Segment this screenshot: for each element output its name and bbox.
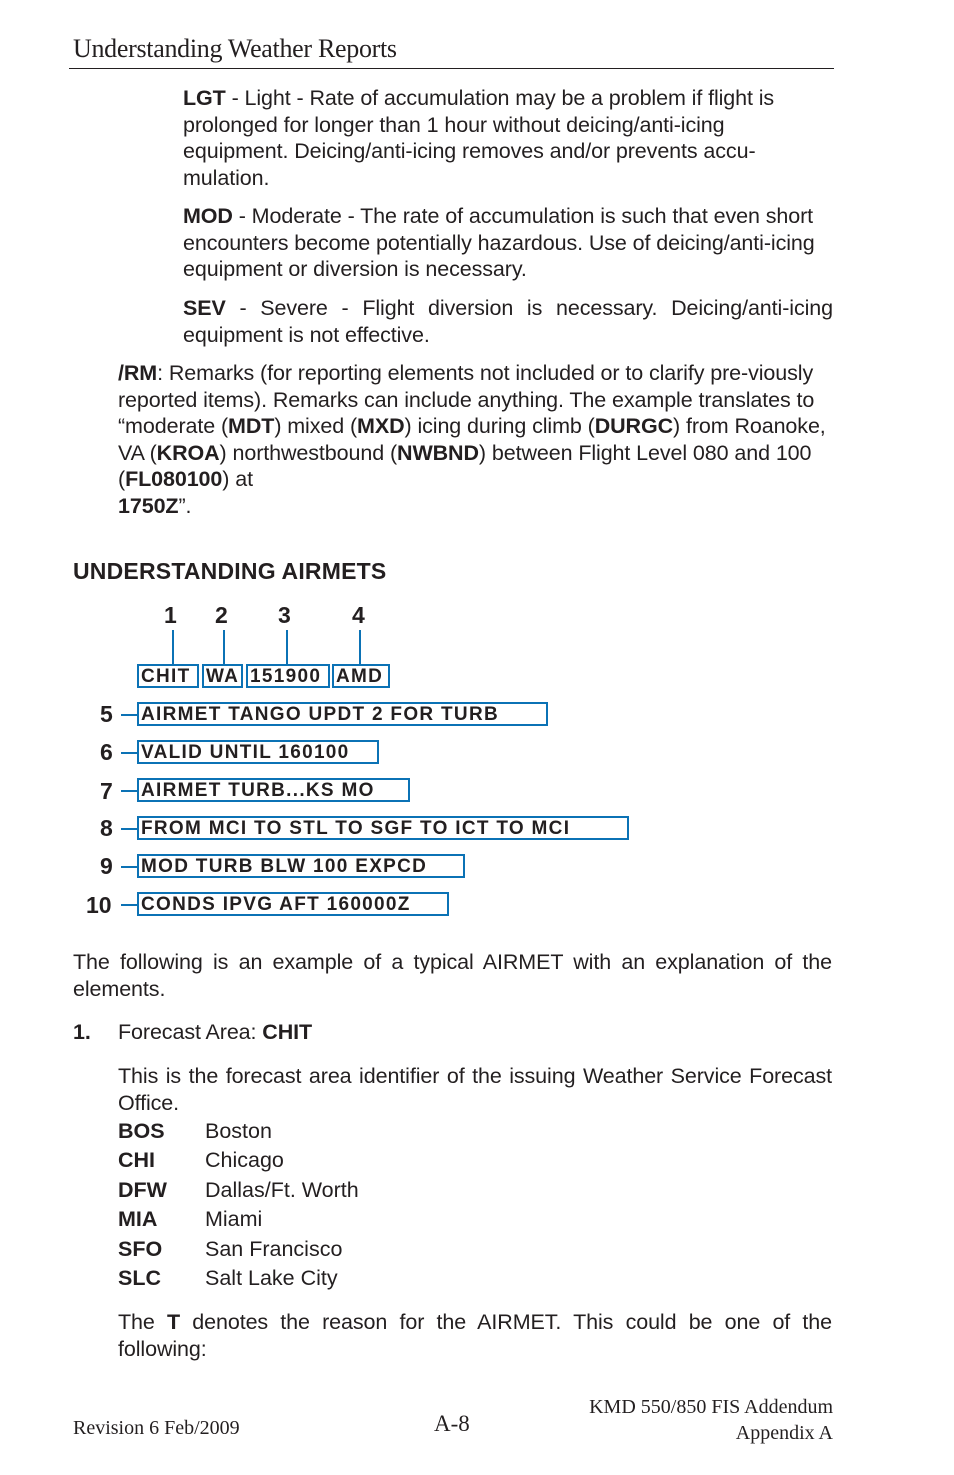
remarks-text: ) icing during climb ( [404, 414, 595, 438]
item-1-description: This is the forecast area identifier of the issuing Weather Service Forecast Office. [118, 1064, 832, 1115]
footer-revision: Revision 6 Feb/2009 [73, 1417, 240, 1439]
icing-lgt-text: - Light - Rate of accumulation may be a problem if flight is prolonged for longer than 1 hour without deicing/anti-icing equipment. Deicing/anti-icing removes and/or prevents accu-mulation. [183, 86, 775, 190]
item-number: 1. [73, 1020, 91, 1044]
item-1-value: CHIT [262, 1020, 313, 1044]
remarks-bold: MDT [228, 414, 275, 438]
remarks-paragraph [118, 360, 830, 519]
callout-number-3: 3 [278, 602, 291, 628]
remarks-bold: MXD [357, 414, 405, 438]
footer-appendix: Appendix A [735, 1422, 833, 1444]
area-code: SFO [118, 1236, 163, 1261]
callout-leader-8 [121, 828, 137, 830]
remarks-text: ”. [178, 493, 192, 518]
page-header-title: Understanding Weather Reports [73, 34, 397, 63]
code-box-amd: AMD [332, 664, 390, 688]
list-item [118, 1205, 359, 1234]
icing-mod-paragraph [183, 203, 833, 283]
area-name: Chicago [205, 1148, 284, 1173]
remarks-text: ) northwestbound ( [219, 440, 398, 465]
item-1-heading [118, 1019, 312, 1046]
remarks-text: ) from Roanoke, VA ( [118, 414, 826, 465]
remarks-bold: 1750Z [118, 493, 179, 518]
callout-leader-2 [223, 630, 225, 664]
remarks-bold: FL080100 [125, 467, 223, 491]
code-box-151900: 151900 [246, 664, 330, 688]
callout-leader-10 [121, 904, 137, 906]
forecast-area-list [118, 1117, 359, 1293]
t-note-paragraph [118, 1309, 832, 1362]
callout-number-8: 8 [100, 815, 113, 841]
callout-number-5: 5 [100, 701, 113, 727]
remarks-text: ) between Flight Level 080 and 100 ( [118, 440, 812, 491]
icing-lgt-paragraph [183, 85, 833, 191]
area-name: San Francisco [205, 1236, 343, 1261]
callout-leader-3 [286, 630, 288, 664]
t-note-bold: T [166, 1310, 181, 1334]
callout-number-1: 1 [164, 602, 177, 628]
callout-number-10: 10 [86, 892, 112, 918]
callout-leader-6 [121, 752, 137, 754]
callout-leader-9 [121, 866, 137, 868]
t-note-text: denotes the reason for the AIRMET. This could be one of the following: [118, 1310, 832, 1361]
callout-number-4: 4 [352, 602, 365, 628]
callout-number-7: 7 [100, 778, 113, 804]
callout-number-9: 9 [100, 853, 113, 879]
list-item [118, 1117, 359, 1146]
remarks-bold: KROA [156, 440, 220, 465]
code-box-chit: CHIT [137, 664, 199, 688]
list-item [118, 1264, 359, 1293]
area-name: Miami [205, 1207, 263, 1232]
footer-doc-info [589, 1394, 833, 1446]
callout-leader-5 [121, 714, 137, 716]
area-name: Salt Lake City [205, 1266, 338, 1291]
footer-doc-title: KMD 550/850 FIS Addendum [589, 1396, 833, 1418]
code-box-wa: WA [202, 664, 243, 688]
callout-number-2: 2 [215, 602, 228, 628]
footer-page-number: A-8 [434, 1411, 470, 1436]
remarks-text: ) mixed ( [274, 414, 358, 438]
icing-sev-paragraph [183, 295, 833, 348]
icing-mod-text: - Moderate - The rate of accumulation is such that even short encounters become potentially hazardous. Use of deicing/anti-icing equipment or diversion is necessary. [183, 204, 815, 281]
callout-leader-4 [359, 630, 361, 664]
code-box-line-9: MOD TURB BLW 100 EXPCD [137, 854, 465, 878]
remarks-text: ) at [222, 467, 253, 491]
remarks-code: /RM [118, 361, 158, 385]
list-item [118, 1235, 359, 1264]
area-code: CHI [118, 1148, 156, 1173]
code-box-line-7: AIRMET TURB...KS MO [137, 778, 410, 802]
code-box-line-8: FROM MCI TO STL TO SGF TO ICT TO MCI [137, 816, 629, 840]
callout-leader-1 [172, 630, 174, 664]
area-code: MIA [118, 1207, 158, 1232]
item-1-number [73, 1019, 91, 1046]
intro-paragraph: The following is an example of a typical AIRMET with an explanation of the elements. [73, 950, 832, 1001]
icing-sev-code: SEV [183, 296, 226, 320]
t-note-text: The [118, 1310, 167, 1334]
area-name: Boston [205, 1119, 272, 1143]
area-code: BOS [118, 1119, 165, 1143]
remarks-text: : Remarks (for reporting elements not included or to clarify pre-viously reported items). Remarks can include anything. The example translates to “moderate ( [118, 361, 815, 438]
icing-lgt-code: LGT [183, 86, 226, 110]
remarks-bold: DURGC [594, 414, 674, 438]
area-name: Dallas/Ft. Worth [205, 1177, 359, 1202]
code-box-line-6: VALID UNTIL 160100 [137, 740, 379, 764]
icing-mod-code: MOD [183, 204, 233, 228]
list-item [118, 1176, 359, 1205]
area-code: SLC [118, 1266, 161, 1291]
code-box-line-10: CONDS IPVG AFT 160000Z [137, 892, 449, 916]
list-item [118, 1146, 359, 1175]
section-heading: UNDERSTANDING AIRMETS [73, 558, 387, 584]
icing-sev-text: - Severe - Flight diversion is necessary. Deicing/anti-icing equipment is not effective. [183, 296, 833, 347]
code-box-line-5: AIRMET TANGO UPDT 2 FOR TURB [137, 702, 548, 726]
remarks-bold: NWBND [397, 440, 479, 465]
callout-leader-7 [121, 790, 137, 792]
header-divider [69, 68, 834, 69]
area-code: DFW [118, 1177, 167, 1202]
callout-number-6: 6 [100, 739, 113, 765]
item-1-label: Forecast Area: [118, 1020, 263, 1044]
